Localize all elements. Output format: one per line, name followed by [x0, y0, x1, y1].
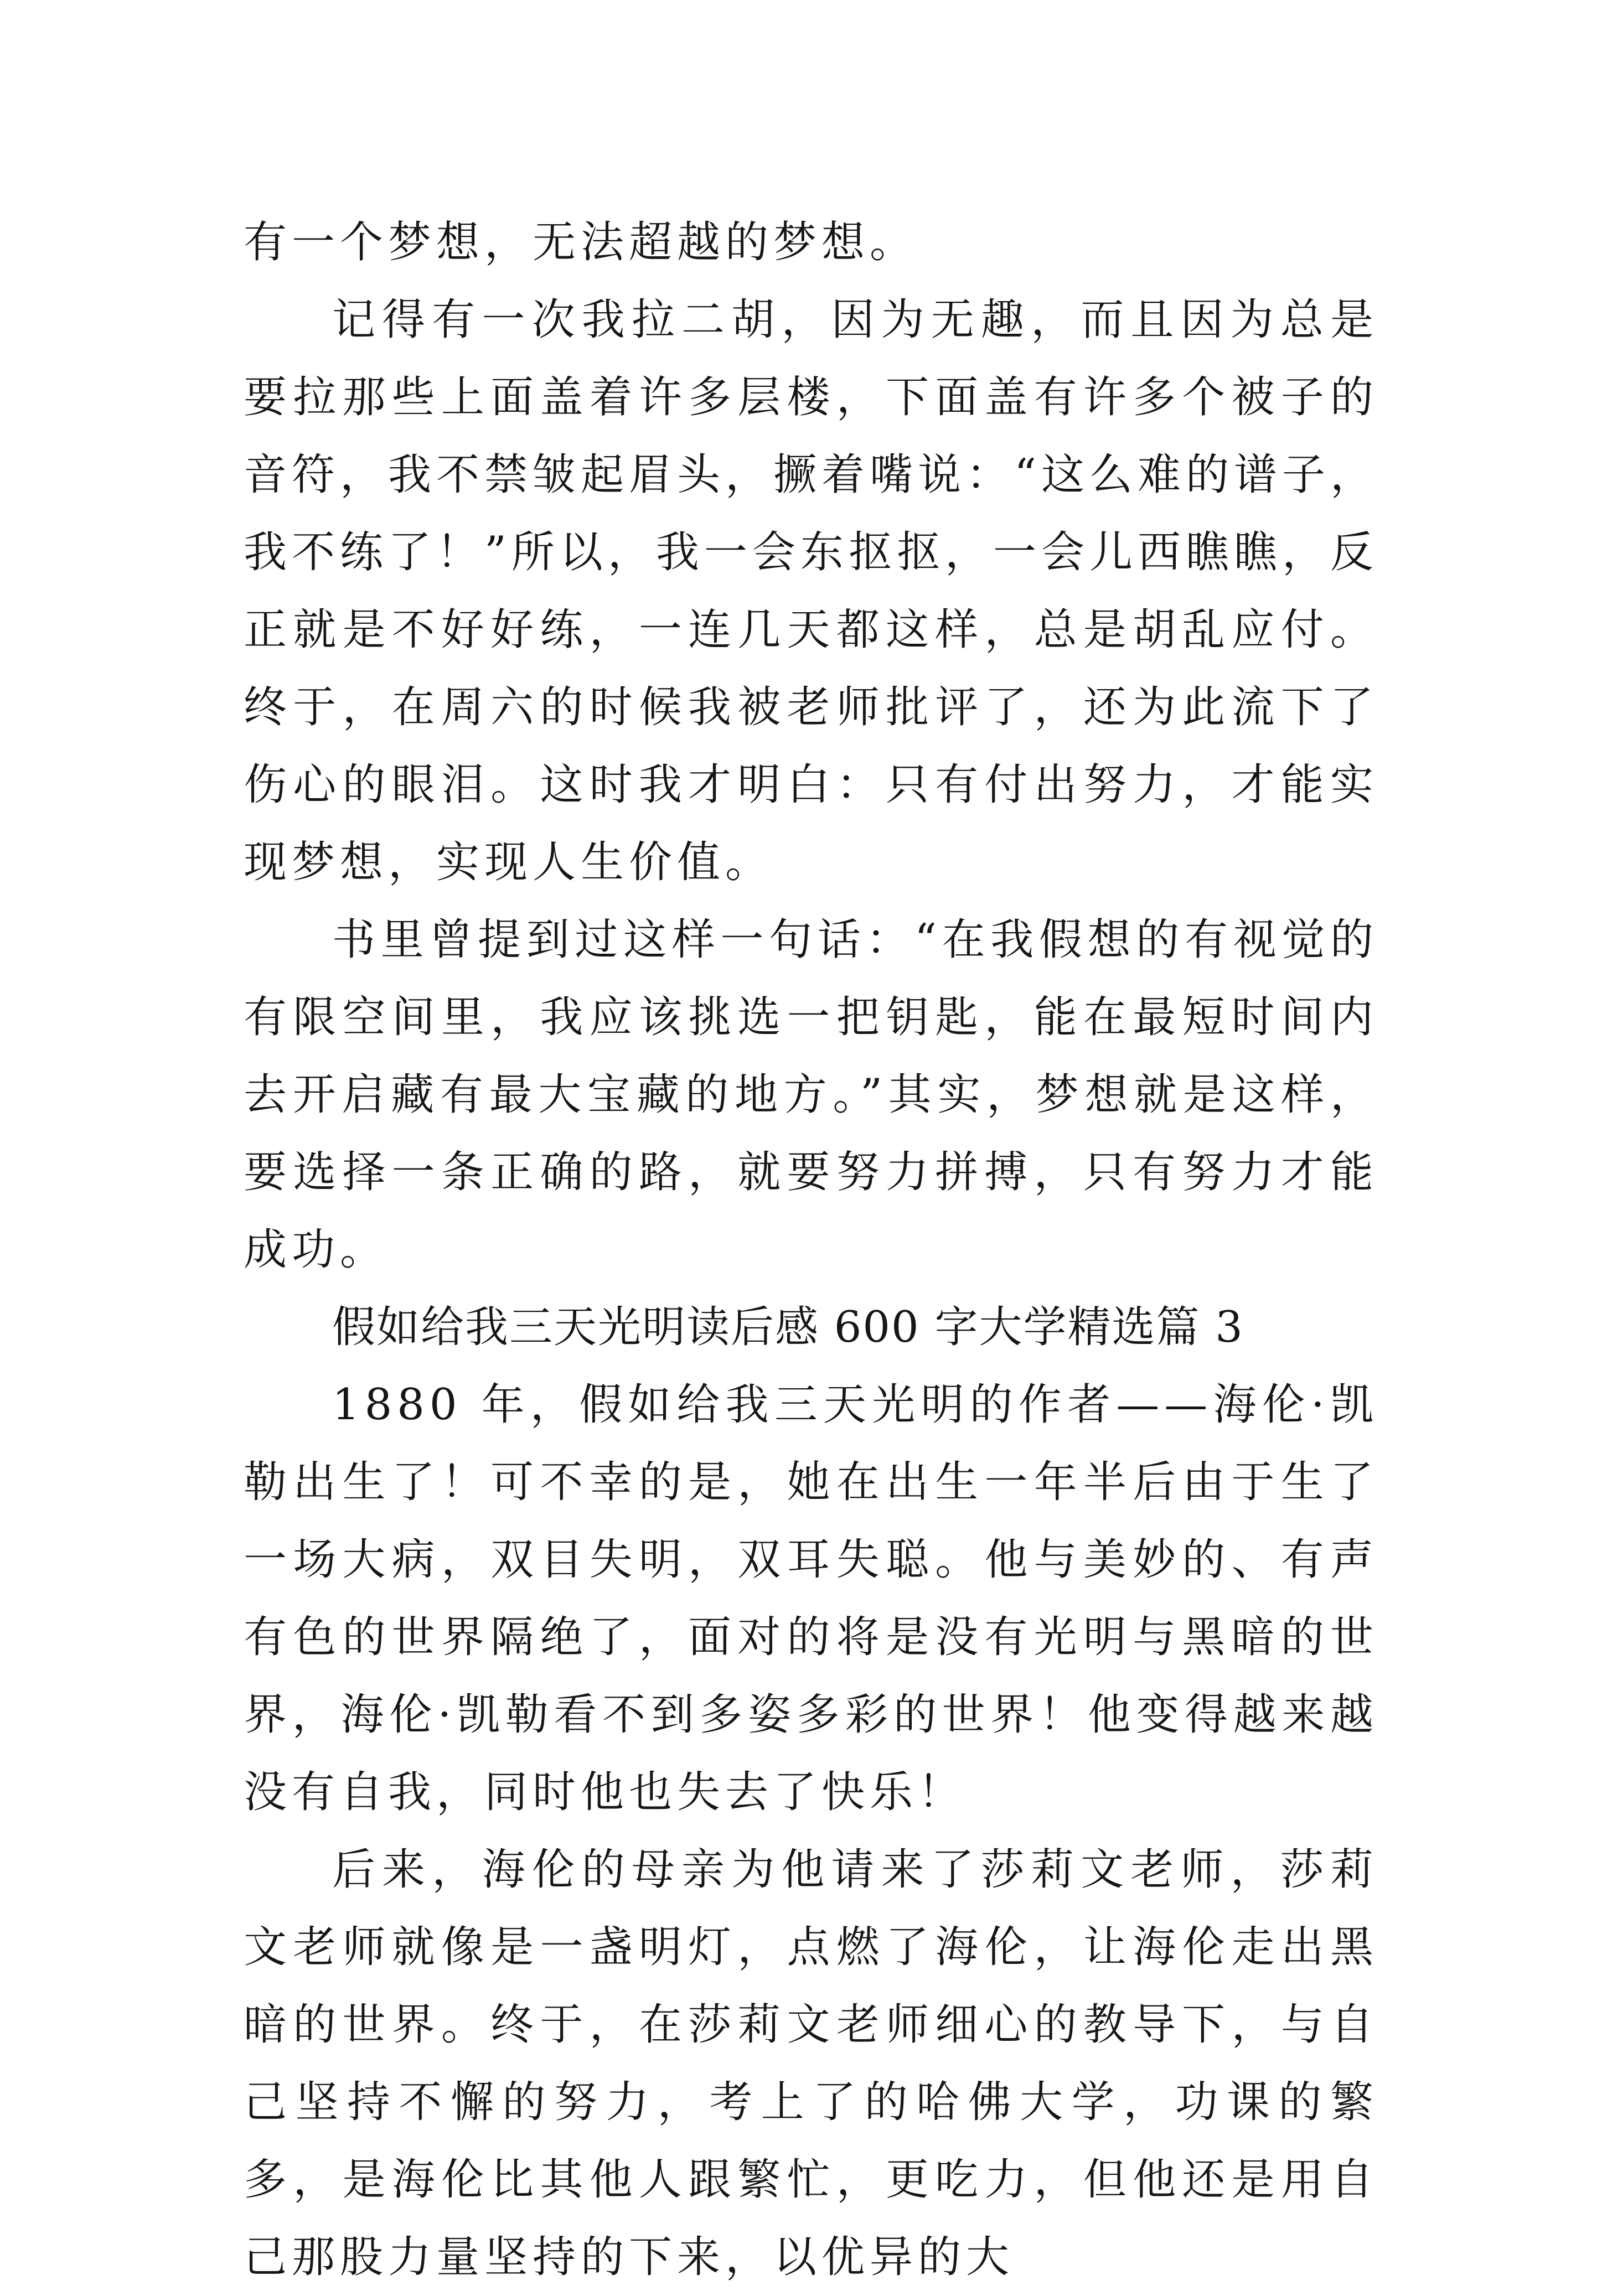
paragraph: 1880 年，假如给我三天光明的作者——海伦·凯勒出生了！可不幸的是，她在出生一年半后由于生了一场大病，双目失明，双耳失聪。他与美妙的、有声有色的世界隔绝了，面对的将是没有光明与黑暗的世界，海伦·凯勒看不到多姿多彩的世界！他变得越来越没有自我，同时他也失去了快乐！ [244, 1380, 1378, 1817]
paragraph: 书里曾提到过这样一句话：“在我假想的有视觉的有限空间里，我应该挑选一把钥匙，能在最短时间内去开启藏有最大宝藏的地方。”其实，梦想就是这样，要选择一条正确的路，就要努力拼搏，只有努力才能成功。 [244, 915, 1378, 1275]
paragraph: 记得有一次我拉二胡，因为无趣，而且因为总是要拉那些上面盖着许多层楼，下面盖有许多个被子的音符，我不禁皱起眉头，撅着嘴说：“这么难的谱子，我不练了！”所以，我一会东抠抠，一会儿西瞧瞧，反正就是不好好练，一连几天都这样，总是胡乱应付。终于，在周六的时候我被老师批评了，还为此流下了伤心的眼泪。这时我才明白：只有付出努力，才能实现梦想，实现人生价值。 [244, 295, 1378, 887]
paragraph: 有一个梦想，无法超越的梦想。 [244, 218, 918, 267]
section-heading: 假如给我三天光明读后感 600 字大学精选篇 3 [332, 1302, 1244, 1352]
document-body [244, 204, 1378, 2296]
paragraph: 后来，海伦的母亲为他请来了莎莉文老师，莎莉文老师就像是一盏明灯，点燃了海伦，让海伦走出黑暗的世界。终于，在莎莉文老师细心的教导下，与自己坚持不懈的努力，考上了的哈佛大学，功课的繁多，是海伦比其他人跟繁忙，更吃力，但他还是用自己那股力量坚持的下来，以优异的大 [244, 1845, 1378, 2282]
